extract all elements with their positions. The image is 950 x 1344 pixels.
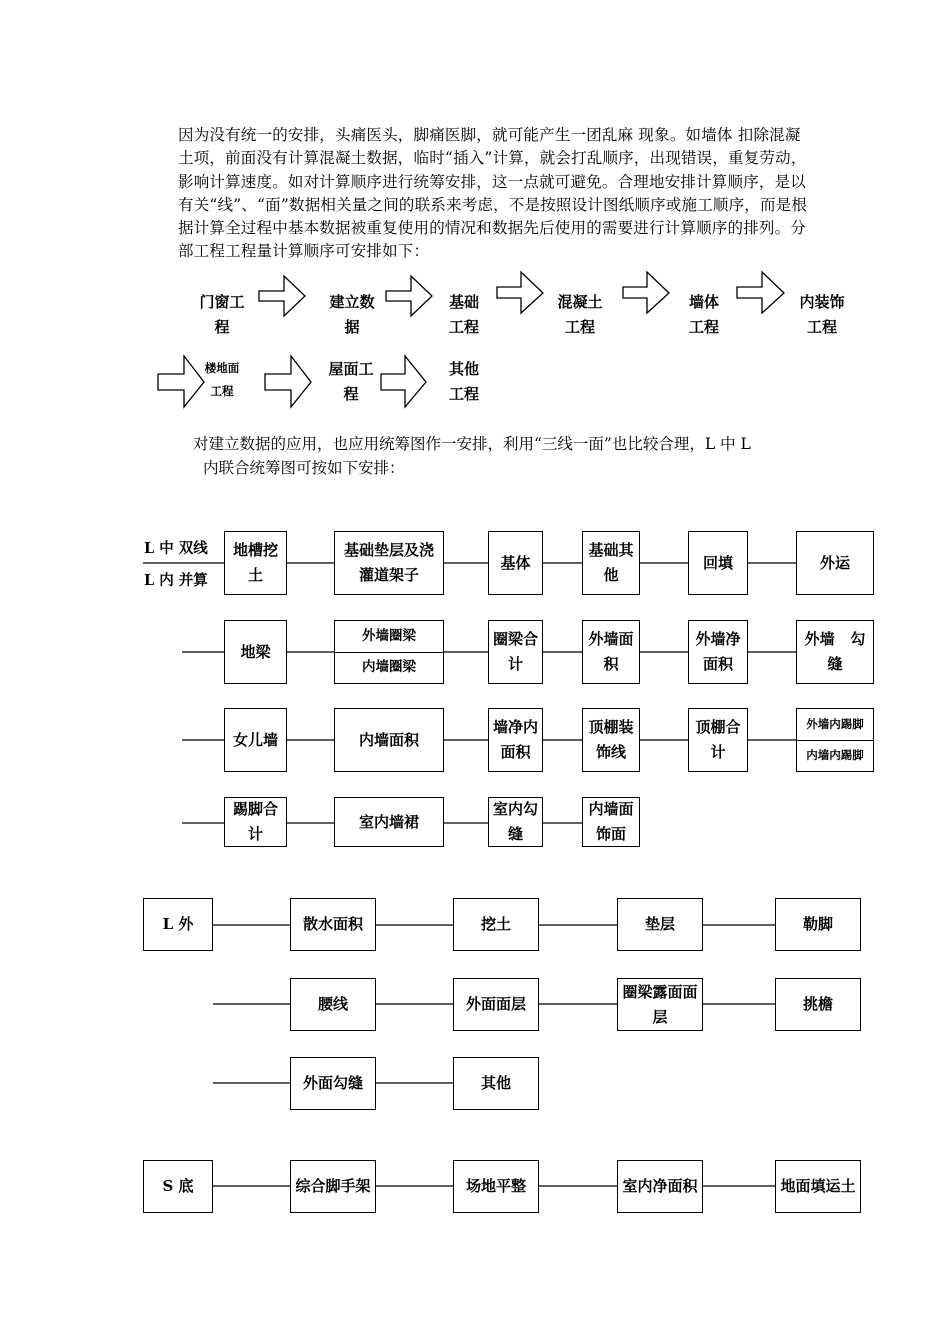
box-nu-er-qiang: 女儿墙 — [224, 708, 287, 772]
box-wa-tu: 挖土 — [453, 898, 539, 951]
box-wai-mian-gou-feng: 外面勾缝 — [290, 1057, 376, 1110]
flow-step-nei-zhuang-shi: 内装饰 工程 — [799, 293, 845, 336]
box-nei-qiang-quan-liang: 内墙圈梁 — [362, 659, 416, 676]
box-wai-qiang-quan-liang: 外墙圈梁 — [335, 621, 443, 653]
box-san-shui-mian-ji: 散水面积 — [290, 898, 376, 951]
box-ding-peng-he-ji: 顶棚合计 — [688, 708, 748, 772]
box-zong-he-jiao-shou-jia: 综合脚手架 — [290, 1160, 376, 1213]
box-di-cao-wa-tu: 地槽挖土 — [224, 531, 287, 595]
box-qi-ta: 其他 — [453, 1057, 539, 1110]
flow-step-qiang-ti: 墙体 工程 — [688, 293, 719, 336]
second-paragraph-line1: 对建立数据的应用，也应用统筹图作一安排，利用“三线一面”也比较合理，L 中 L — [193, 435, 751, 453]
diagram-lzhong-label-1: L 中 双线 — [144, 540, 208, 557]
box-wai-qiang-nei-ti-jiao: 外墙内踢脚 — [797, 709, 873, 741]
box-wai-qiang-mian-ji: 外墙面积 — [582, 620, 640, 684]
box-quan-liang-he-ji: 圈梁合计 — [488, 620, 543, 684]
box-wai-qiang-jing-mian-ji: 外墙净面积 — [688, 620, 748, 684]
box-shi-nei-gou-feng: 室内勾缝 — [488, 797, 543, 847]
box-dian-ceng: 垫层 — [617, 898, 703, 951]
box-di-mian-tian-yun-tu: 地面填运土 — [775, 1160, 861, 1213]
box-quan-liang-lu-mian-mian-ceng: 圈梁露面面层 — [617, 978, 703, 1031]
box-shi-nei-qiang-qun: 室内墙裙 — [334, 797, 444, 847]
box-di-liang: 地梁 — [224, 620, 287, 684]
box-l-wai-label: L 外 — [143, 898, 213, 951]
box-hui-tian: 回填 — [688, 531, 748, 595]
flow-step-wu-mian: 屋面工 程 — [328, 360, 374, 403]
flow-step-lou-di-mian: 楼地面 工程 — [204, 361, 240, 398]
intro-paragraph: 因为没有统一的安排，头痛医头，脚痛医脚，就可能产生一团乱麻 现象。如墙体 扣除混凝土项，前面没有计算混凝土数据，临时“插入”计算，就会打乱顺序，出现错误，重复劳动，影响计算速度。如对计算顺序进行统筹安排，这一点就可避免。合理地安排计算顺序，是以有关“线”、“面”数据相关量之间的联系来考虑，不是按照设计图纸顺序或施工顺序，而是根据计算全过程中基本数据被重复使用的情况和数据先后使用的需要进行计算顺序的排列。分部工程工程量计算顺序可安排如下： — [178, 126, 808, 261]
box-le-jiao: 勒脚 — [775, 898, 861, 951]
box-quan-liang — [334, 620, 444, 684]
box-s-di-label: S 底 — [143, 1160, 213, 1213]
flow-step-jian-li-shu-ju: 建立数 据 — [329, 293, 375, 336]
box-yao-xian: 腰线 — [290, 978, 376, 1031]
box-tiao-yan: 挑檐 — [775, 978, 861, 1031]
flow-step-hun-ning-tu: 混凝土 工程 — [557, 293, 603, 336]
box-qiang-jing-nei-mian-ji: 墙净内面积 — [488, 708, 543, 772]
box-nei-qiang-mian-ji: 内墙面积 — [334, 708, 444, 772]
box-ding-peng-zhuang-shi-xian: 顶棚装饰线 — [582, 708, 640, 772]
flow-step-ji-chu: 基础 工程 — [448, 293, 479, 336]
diagram-lzhong-label-2: L 内 并算 — [144, 572, 208, 589]
box-ti-jiao-he-ji: 踢脚合计 — [224, 797, 287, 847]
second-paragraph-line2: 内联合统筹图可按如下安排： — [203, 459, 405, 477]
box-ti-jiao — [796, 708, 874, 772]
box-wai-qiang-gou-feng: 外墙 勾缝 — [796, 620, 874, 684]
box-ji-chu-qi-ta: 基础其他 — [582, 531, 640, 595]
flow-step-men-chuang: 门窗工 程 — [199, 293, 245, 336]
box-ji-ti: 基体 — [488, 531, 543, 595]
flow-step-qi-ta: 其他 工程 — [448, 360, 479, 403]
box-shi-nei-jing-mian-ji: 室内净面积 — [617, 1160, 703, 1213]
box-nei-qiang-nei-ti-jiao: 内墙内踢脚 — [806, 748, 864, 763]
box-wai-mian-mian-ceng: 外面面层 — [453, 978, 539, 1031]
box-chang-di-ping-zheng: 场地平整 — [453, 1160, 539, 1213]
box-wai-yun: 外运 — [796, 531, 874, 595]
box-ji-chu-dian-ceng: 基础垫层及浇灌道架子 — [334, 531, 444, 595]
box-nei-qiang-mian-shi-mian: 内墙面饰面 — [582, 797, 640, 847]
